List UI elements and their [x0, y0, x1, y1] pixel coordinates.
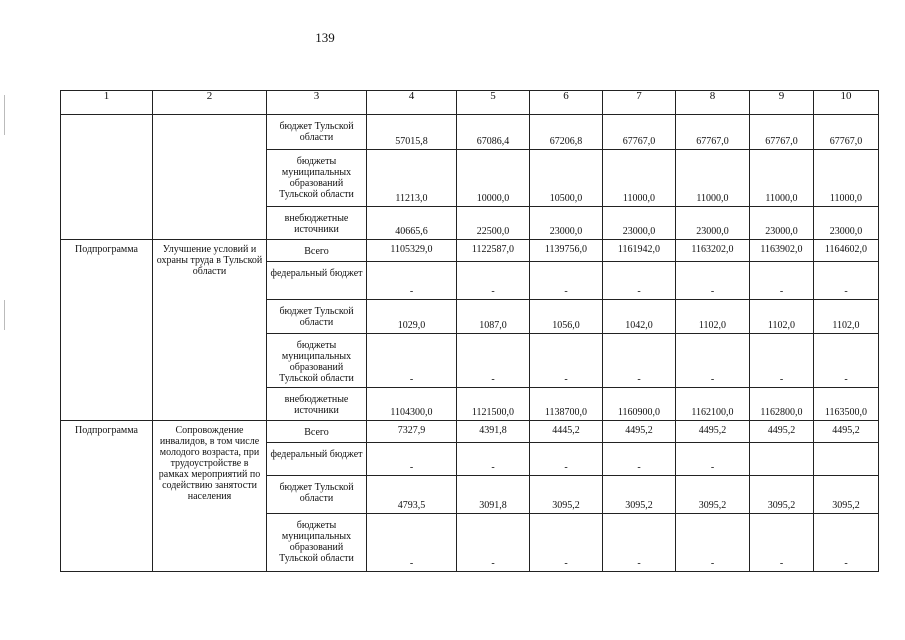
value-cell: 3095,2 [750, 476, 814, 514]
value-cell: - [814, 262, 879, 300]
value-cell: - [457, 334, 530, 388]
header-cell: 5 [457, 91, 530, 115]
table-row [61, 115, 879, 150]
value-cell: 4391,8 [457, 421, 530, 443]
header-cell: 1 [61, 91, 153, 115]
value-cell: 3095,2 [676, 476, 750, 514]
value-cell: 1029,0 [367, 300, 457, 334]
value-cell: 23000,0 [814, 207, 879, 240]
value-cell: - [750, 514, 814, 572]
value-cell: - [530, 334, 603, 388]
value-cell: 1102,0 [814, 300, 879, 334]
table-row [61, 421, 879, 443]
value-cell: 10000,0 [457, 150, 530, 207]
header-cell: 9 [750, 91, 814, 115]
value-cell: 40665,6 [367, 207, 457, 240]
value-cell: - [457, 262, 530, 300]
scan-edge-mark [4, 95, 5, 135]
value-cell: 3095,2 [814, 476, 879, 514]
value-cell: 4495,2 [676, 421, 750, 443]
value-cell: 4495,2 [603, 421, 676, 443]
funding-source: бюджеты муниципальных образований Тульской области [267, 334, 367, 388]
funding-source: федеральный бюджет [267, 262, 367, 300]
header-row [61, 91, 879, 115]
funding-source: внебюджетные источники [267, 207, 367, 240]
program-type-cell [61, 115, 153, 240]
value-cell: 67767,0 [814, 115, 879, 150]
header-cell: 6 [530, 91, 603, 115]
value-cell: 1164602,0 [814, 240, 879, 262]
value-cell: 67767,0 [676, 115, 750, 150]
header-cell: 3 [267, 91, 367, 115]
value-cell: 11000,0 [603, 150, 676, 207]
value-cell: - [603, 334, 676, 388]
value-cell: - [676, 334, 750, 388]
table-row [61, 240, 879, 262]
budget-table [60, 90, 879, 572]
value-cell: 1121500,0 [457, 388, 530, 421]
funding-source: бюджет Тульской области [267, 115, 367, 150]
value-cell: - [603, 514, 676, 572]
value-cell: 1056,0 [530, 300, 603, 334]
header-cell: 10 [814, 91, 879, 115]
value-cell: - [603, 262, 676, 300]
value-cell: 1163202,0 [676, 240, 750, 262]
value-cell: 1122587,0 [457, 240, 530, 262]
value-cell: 4445,2 [530, 421, 603, 443]
program-type-cell: Подпрограмма [61, 240, 153, 421]
value-cell: 1163500,0 [814, 388, 879, 421]
value-cell: - [530, 514, 603, 572]
funding-source: внебюджетные источники [267, 388, 367, 421]
value-cell: - [367, 334, 457, 388]
funding-source: Всего [267, 240, 367, 262]
value-cell: - [750, 262, 814, 300]
funding-source: бюджет Тульской области [267, 300, 367, 334]
value-cell: 11000,0 [750, 150, 814, 207]
value-cell: - [457, 514, 530, 572]
funding-source: федеральный бюджет [267, 443, 367, 476]
value-cell: 1102,0 [676, 300, 750, 334]
scan-edge-mark [4, 300, 5, 330]
value-cell: - [676, 262, 750, 300]
value-cell: 1161942,0 [603, 240, 676, 262]
value-cell: - [676, 514, 750, 572]
value-cell [750, 443, 814, 476]
value-cell: 1105329,0 [367, 240, 457, 262]
funding-source: бюджеты муниципальных образований Тульской области [267, 150, 367, 207]
value-cell: 11000,0 [676, 150, 750, 207]
value-cell: - [676, 443, 750, 476]
value-cell: 11213,0 [367, 150, 457, 207]
value-cell: 1042,0 [603, 300, 676, 334]
header-cell: 7 [603, 91, 676, 115]
value-cell: - [367, 443, 457, 476]
value-cell: 1160900,0 [603, 388, 676, 421]
value-cell: - [367, 514, 457, 572]
value-cell [814, 443, 879, 476]
value-cell: 23000,0 [750, 207, 814, 240]
value-cell: 3095,2 [603, 476, 676, 514]
value-cell: 4793,5 [367, 476, 457, 514]
value-cell: 11000,0 [814, 150, 879, 207]
value-cell: - [530, 262, 603, 300]
value-cell: - [367, 262, 457, 300]
value-cell: 1162800,0 [750, 388, 814, 421]
value-cell: 23000,0 [676, 207, 750, 240]
value-cell: - [814, 334, 879, 388]
value-cell: 1163902,0 [750, 240, 814, 262]
value-cell: 10500,0 [530, 150, 603, 207]
value-cell: - [457, 443, 530, 476]
value-cell: 23000,0 [530, 207, 603, 240]
value-cell: 1087,0 [457, 300, 530, 334]
page-number: 139 [315, 30, 335, 45]
funding-source: бюджет Тульской области [267, 476, 367, 514]
value-cell: - [814, 514, 879, 572]
value-cell: 67206,8 [530, 115, 603, 150]
value-cell: 1162100,0 [676, 388, 750, 421]
value-cell: 67767,0 [750, 115, 814, 150]
value-cell: 7327,9 [367, 421, 457, 443]
value-cell: 1138700,0 [530, 388, 603, 421]
value-cell: 1139756,0 [530, 240, 603, 262]
value-cell: 4495,2 [750, 421, 814, 443]
value-cell: 3095,2 [530, 476, 603, 514]
value-cell: 23000,0 [603, 207, 676, 240]
header-cell: 4 [367, 91, 457, 115]
value-cell: 67086,4 [457, 115, 530, 150]
value-cell: 1104300,0 [367, 388, 457, 421]
value-cell: - [530, 443, 603, 476]
value-cell: 57015,8 [367, 115, 457, 150]
program-name-cell [153, 115, 267, 240]
value-cell: 67767,0 [603, 115, 676, 150]
header-cell: 8 [676, 91, 750, 115]
program-type-cell: Подпрограмма [61, 421, 153, 572]
funding-source: бюджеты муниципальных образований Тульской области [267, 514, 367, 572]
funding-source: Всего [267, 421, 367, 443]
value-cell: - [750, 334, 814, 388]
program-name-cell: Сопровождение инвалидов, в том числе молодого возраста, при трудоустройстве в рамках мероприятий по содействию занятости населения [153, 421, 267, 572]
program-name-cell: Улучшение условий и охраны труда в Тульской области [153, 240, 267, 421]
header-cell: 2 [153, 91, 267, 115]
value-cell: 3091,8 [457, 476, 530, 514]
value-cell: 1102,0 [750, 300, 814, 334]
value-cell: - [603, 443, 676, 476]
value-cell: 4495,2 [814, 421, 879, 443]
value-cell: 22500,0 [457, 207, 530, 240]
